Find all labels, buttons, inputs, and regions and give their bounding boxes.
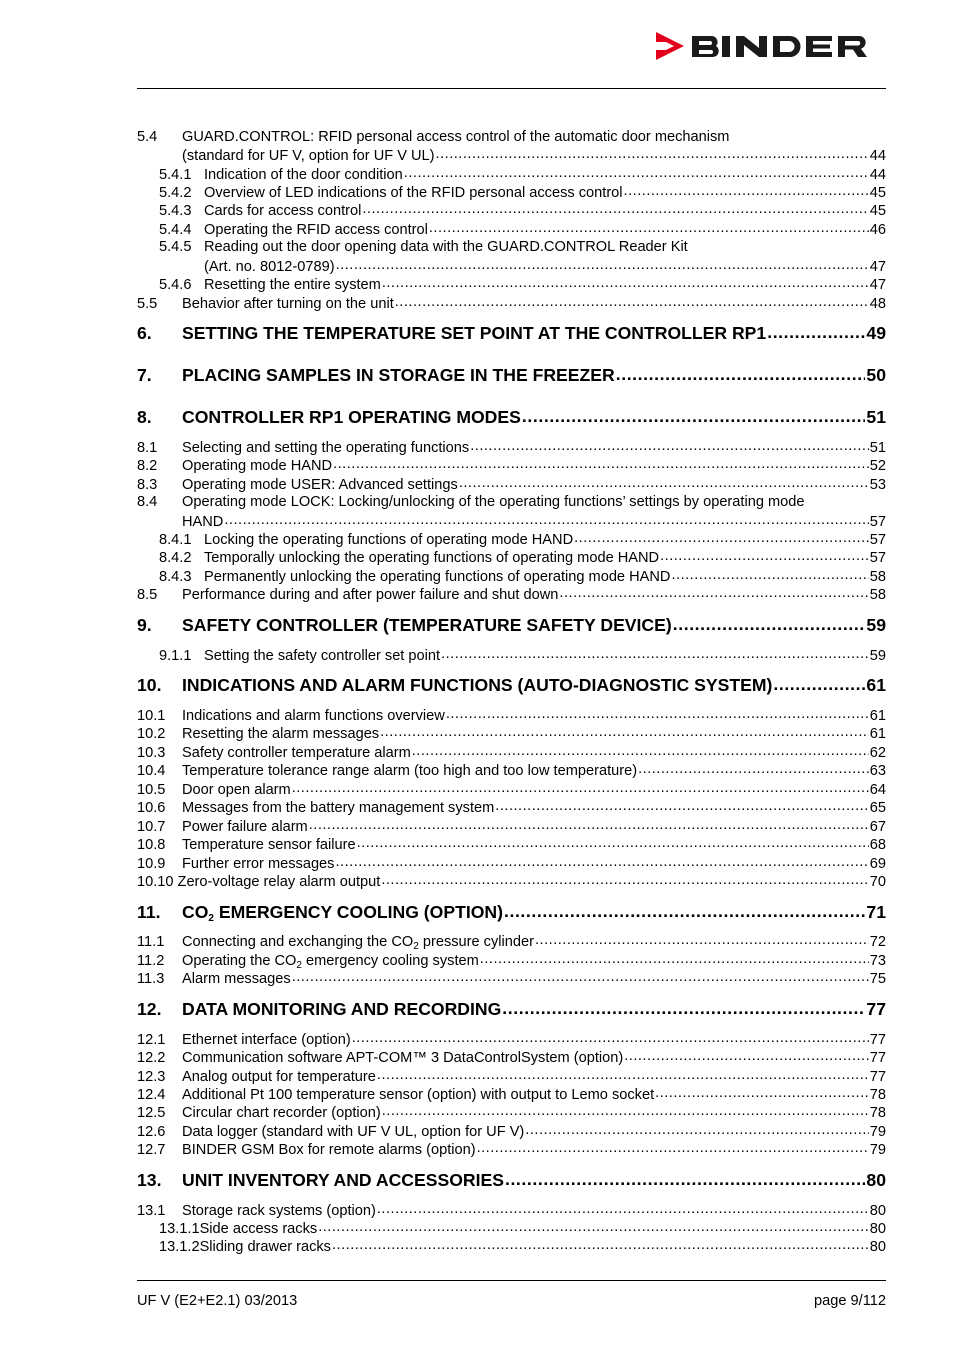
- toc-leader-dots: [318, 1220, 869, 1233]
- toc-chapter-6[interactable]: [137, 323, 886, 343]
- toc-page-number: 63: [869, 763, 886, 779]
- toc-number: 10.10: [137, 874, 174, 890]
- toc-entry-10-6[interactable]: [137, 799, 886, 817]
- toc-number: 8.1: [137, 440, 158, 456]
- toc-title: Reading out the door opening data with the GUARD.CONTROL Reader Kit: [204, 239, 688, 255]
- toc-number: 12.5: [137, 1105, 166, 1121]
- toc-title: CONTROLLER RP1 OPERATING MODES: [182, 407, 521, 427]
- toc-entry-10-1[interactable]: [137, 707, 886, 725]
- toc-number: 8.4.1: [159, 532, 192, 548]
- toc-page-number: 57: [869, 514, 886, 530]
- toc-leader-dots: [502, 1002, 865, 1015]
- toc-leader-dots: [382, 276, 869, 289]
- toc-number: 10.9: [137, 856, 166, 872]
- toc-number: 7.: [137, 365, 152, 385]
- toc-number: 12.6: [137, 1124, 166, 1140]
- toc-leader-dots: [624, 1049, 869, 1062]
- toc-page-number: 77: [869, 1032, 886, 1048]
- toc-leader-dots: [525, 1123, 868, 1136]
- toc-number: 10.5: [137, 782, 166, 798]
- toc-title: Analog output for temperature: [182, 1069, 376, 1085]
- toc-leader-dots: [352, 1031, 869, 1044]
- toc-entry-11-1[interactable]: [137, 933, 886, 951]
- toc-number: 11.2: [137, 953, 165, 969]
- toc-chapter-11[interactable]: [137, 902, 886, 922]
- toc-entry-5-4-1[interactable]: [137, 166, 886, 184]
- toc-number: 5.4.5: [159, 239, 192, 255]
- toc-entry-13-1[interactable]: [137, 1202, 886, 1220]
- toc-title: SETTING THE TEMPERATURE SET POINT AT THE CONTROLLER RP1: [182, 323, 767, 343]
- toc-leader-dots: [505, 1173, 865, 1186]
- toc-leader-dots: [480, 952, 869, 965]
- toc-entry-10-8[interactable]: [137, 836, 886, 854]
- toc-page-number: 67: [869, 819, 886, 835]
- toc-entry-10-3[interactable]: [137, 744, 886, 762]
- toc-title: Selecting and setting the operating functions: [182, 440, 470, 456]
- toc-entry-5-4-6[interactable]: [137, 276, 886, 294]
- toc-page-number: 58: [869, 569, 886, 585]
- toc-leader-dots: [624, 184, 869, 197]
- toc-page-number: 77: [869, 1069, 886, 1085]
- toc-number: 10.4: [137, 763, 166, 779]
- toc-title-part: pressure cylinder: [418, 934, 534, 950]
- toc-page-number: 78: [869, 1087, 886, 1103]
- toc-entry-11-3[interactable]: [137, 970, 886, 988]
- toc-page-number: 61: [869, 708, 886, 724]
- toc-leader-dots: [559, 586, 868, 599]
- toc-page-number: 45: [869, 203, 886, 219]
- toc-leader-dots: [377, 1202, 869, 1215]
- toc-entry-10-4[interactable]: [137, 762, 886, 780]
- toc-title: Cards for access control: [204, 203, 362, 219]
- toc-leader-dots: [522, 410, 866, 423]
- toc-number: 5.4.1: [159, 167, 192, 183]
- toc-page-number: 50: [866, 365, 886, 385]
- toc-title-part: CO: [182, 902, 209, 922]
- toc-number: 12.3: [137, 1069, 166, 1085]
- toc-leader-dots: [616, 368, 866, 381]
- toc-leader-dots: [333, 457, 869, 470]
- toc-entry-8-4-1[interactable]: [137, 531, 886, 549]
- toc-leader-dots: [224, 513, 868, 526]
- toc-number: 9.1.1: [159, 648, 192, 664]
- toc-page-number: 48: [869, 296, 886, 312]
- toc-title: Indication of the door condition: [204, 167, 403, 183]
- toc-number: 6.: [137, 323, 152, 343]
- toc-page-number: 53: [869, 477, 886, 493]
- toc-page-number: 77: [866, 999, 886, 1019]
- toc-number: 11.1: [137, 934, 165, 950]
- toc-page-number: 47: [869, 259, 886, 275]
- toc-title-continued: (standard for UF V, option for UF V UL): [182, 148, 435, 164]
- toc-entry-13-1-1[interactable]: [137, 1220, 886, 1238]
- toc-number: 10.3: [137, 745, 166, 761]
- toc-page-number: 75: [869, 971, 886, 987]
- toc-number: 12.2: [137, 1050, 166, 1066]
- toc-page-number: 45: [869, 185, 886, 201]
- toc-entry-10-9[interactable]: [137, 855, 886, 873]
- toc-title: Overview of LED indications of the RFID personal access control: [204, 185, 623, 201]
- toc-page-number: 80: [866, 1170, 886, 1190]
- toc-number: 10.1: [137, 708, 166, 724]
- toc-page-number: 80: [869, 1221, 886, 1237]
- toc-leader-dots: [436, 147, 869, 160]
- toc-page-number: 57: [869, 550, 886, 566]
- toc-title: Further error messages: [182, 856, 335, 872]
- toc-page-number: 80: [869, 1239, 886, 1255]
- toc-leader-dots: [309, 818, 869, 831]
- toc-page-number: 73: [869, 953, 886, 969]
- toc-leader-dots: [535, 933, 869, 946]
- toc-title: Operating mode LOCK: Locking/unlocking of the operating functions’ settings by operating mode: [182, 494, 805, 510]
- toc-entry-5-4-line1[interactable]: [137, 129, 729, 146]
- toc-title: Indications and alarm functions overview: [182, 708, 445, 724]
- toc-entry-11-2[interactable]: [137, 952, 886, 970]
- toc-title: Messages from the battery management system: [182, 800, 495, 816]
- footer-page-number: page 9/112: [814, 1293, 886, 1309]
- toc-page-number: 80: [869, 1203, 886, 1219]
- toc-leader-dots: [412, 744, 869, 757]
- toc-page-number: 79: [869, 1124, 886, 1140]
- toc-entry-12-5[interactable]: [137, 1104, 886, 1122]
- toc-chapter-9[interactable]: [137, 615, 886, 635]
- toc-title-subscript: 2: [413, 941, 419, 952]
- toc-title: Door open alarm: [182, 782, 291, 798]
- toc-leader-dots: [638, 762, 869, 775]
- toc-number: 13.: [137, 1170, 162, 1190]
- toc-entry-9-1-1[interactable]: [137, 647, 886, 665]
- toc-entry-5-5[interactable]: [137, 295, 886, 313]
- toc-title: Operating mode USER: Advanced settings: [182, 477, 458, 493]
- toc-entry-12-2[interactable]: [137, 1049, 886, 1067]
- toc-number: 10.: [137, 675, 162, 695]
- toc-title: [182, 902, 503, 922]
- toc-entry-8-2[interactable]: [137, 457, 886, 475]
- toc-number: 12.7: [137, 1142, 166, 1158]
- toc-title-subscript: 2: [296, 960, 302, 971]
- toc-page-number: 61: [866, 675, 886, 695]
- toc-leader-dots: [773, 678, 865, 691]
- toc-title: Temperature sensor failure: [182, 837, 356, 853]
- toc-leader-dots: [459, 476, 869, 489]
- toc-entry-8-1[interactable]: [137, 439, 886, 457]
- toc-entry-5-4-4[interactable]: [137, 221, 886, 239]
- toc-chapter-10[interactable]: [137, 675, 886, 695]
- toc-number: 5.5: [137, 296, 158, 312]
- toc-title: Temperature tolerance range alarm (too high and too low temperature): [182, 763, 638, 779]
- footer-rule: [137, 1280, 886, 1281]
- toc-leader-dots: [574, 531, 869, 544]
- toc-entry-5-4-2[interactable]: [137, 184, 886, 202]
- toc-entry-10-2[interactable]: [137, 725, 886, 743]
- toc-chapter-12[interactable]: [137, 999, 886, 1019]
- toc-title: Behavior after turning on the unit: [182, 296, 394, 312]
- toc-leader-dots: [441, 647, 869, 660]
- toc-number: 5.4.6: [159, 277, 192, 293]
- toc-leader-dots: [495, 799, 868, 812]
- toc-entry-10-7[interactable]: [137, 818, 886, 836]
- toc-number: 5.4.2: [159, 185, 192, 201]
- toc-title: SAFETY CONTROLLER (TEMPERATURE SAFETY DEVICE): [182, 615, 672, 635]
- toc-leader-dots: [655, 1086, 869, 1099]
- toc-page-number: 51: [866, 407, 886, 427]
- toc-page-number: 77: [869, 1050, 886, 1066]
- toc-title: Side access racks: [199, 1221, 318, 1237]
- toc-number: 9.: [137, 615, 152, 635]
- toc-entry-5-4-3[interactable]: [137, 202, 886, 220]
- toc-title: BINDER GSM Box for remote alarms (option): [182, 1142, 476, 1158]
- toc-leader-dots: [362, 202, 868, 215]
- toc-entry-13-1-2[interactable]: [137, 1238, 886, 1256]
- toc-page-number: 79: [869, 1142, 886, 1158]
- toc-page-number: 47: [869, 277, 886, 293]
- toc-number: 8.4.2: [159, 550, 192, 566]
- toc-entry-5-4-5-line2[interactable]: [137, 258, 886, 276]
- toc-number: 5.4.3: [159, 203, 192, 219]
- toc-title: Permanently unlocking the operating functions of operating mode HAND: [204, 569, 671, 585]
- toc-number: 10.7: [137, 819, 166, 835]
- toc-entry-8-3[interactable]: [137, 476, 886, 494]
- toc-number: 8.4.3: [159, 569, 192, 585]
- toc-chapter-7[interactable]: [137, 365, 886, 385]
- footer-document-id: UF V (E2+E2.1) 03/2013: [137, 1293, 298, 1309]
- toc-title: Temporally unlocking the operating functions of operating mode HAND: [204, 550, 660, 566]
- toc-page-number: 72: [869, 934, 886, 950]
- toc-entry-10-10[interactable]: [137, 873, 886, 891]
- toc-number: 12.1: [137, 1032, 166, 1048]
- toc-leader-dots: [395, 295, 869, 308]
- toc-leader-dots: [404, 166, 869, 179]
- toc-title: Operating mode HAND: [182, 458, 333, 474]
- toc-number: 12.4: [137, 1087, 166, 1103]
- toc-leader-dots: [671, 568, 868, 581]
- toc-leader-dots: [660, 549, 869, 562]
- toc-number: 5.4: [137, 129, 158, 145]
- toc-page-number: 44: [869, 167, 886, 183]
- toc-leader-dots: [292, 970, 869, 983]
- toc-leader-dots: [767, 326, 865, 339]
- toc-page-number: 70: [869, 874, 886, 890]
- toc-page-number: 65: [869, 800, 886, 816]
- toc-leader-dots: [446, 707, 869, 720]
- toc-number: 13.1.1: [159, 1221, 200, 1237]
- toc-title: Operating the RFID access control: [204, 222, 428, 238]
- toc-title: Storage rack systems (option): [182, 1203, 376, 1219]
- toc-page-number: 57: [869, 532, 886, 548]
- toc-leader-dots: [357, 836, 869, 849]
- toc-title: Locking the operating functions of operating mode HAND: [204, 532, 574, 548]
- toc-page-number: 58: [869, 587, 886, 603]
- toc-leader-dots: [335, 855, 868, 868]
- toc-title: Resetting the alarm messages: [182, 726, 380, 742]
- toc-title: PLACING SAMPLES IN STORAGE IN THE FREEZER: [182, 365, 615, 385]
- toc-title-part: Operating the CO: [182, 953, 297, 969]
- toc-title-part: emergency cooling system: [301, 953, 479, 969]
- toc-title: Resetting the entire system: [204, 277, 381, 293]
- toc-leader-dots: [477, 1141, 869, 1154]
- toc-title: GUARD.CONTROL: RFID personal access control of the automatic door mechanism: [182, 129, 730, 145]
- toc-entry-8-5[interactable]: [137, 586, 886, 604]
- toc-entry-12-7[interactable]: [137, 1141, 886, 1159]
- toc-number: 10.2: [137, 726, 166, 742]
- toc-page-number: 46: [869, 222, 886, 238]
- toc-leader-dots: [332, 1238, 869, 1251]
- toc-number: 8.3: [137, 477, 158, 493]
- toc-page-number: 61: [869, 726, 886, 742]
- toc-title-part: Connecting and exchanging the CO: [182, 934, 414, 950]
- toc-entry-8-4-3[interactable]: [137, 568, 886, 586]
- toc-number: 5.4.4: [159, 222, 192, 238]
- toc-title: Zero-voltage relay alarm output: [177, 874, 381, 890]
- toc-leader-dots: [673, 618, 866, 631]
- toc-title: DATA MONITORING AND RECORDING: [182, 999, 502, 1019]
- toc-page-number: 59: [869, 648, 886, 664]
- toc-title: Safety controller temperature alarm: [182, 745, 411, 761]
- table-of-contents: [137, 0, 886, 1350]
- toc-entry-12-4[interactable]: [137, 1086, 886, 1104]
- toc-title-continued: (Art. no. 8012-0789): [204, 259, 335, 275]
- toc-page-number: 59: [866, 615, 886, 635]
- toc-leader-dots: [336, 258, 869, 271]
- toc-entry-12-1[interactable]: [137, 1031, 886, 1049]
- toc-entry-5-4-5-line1[interactable]: [159, 239, 688, 256]
- toc-leader-dots: [381, 873, 868, 886]
- toc-entry-8-4-line1[interactable]: [137, 494, 805, 511]
- toc-number: 12.: [137, 999, 162, 1019]
- toc-leader-dots: [429, 221, 869, 234]
- toc-title: Setting the safety controller set point: [204, 648, 441, 664]
- toc-title: UNIT INVENTORY AND ACCESSORIES: [182, 1170, 504, 1190]
- toc-number: 10.8: [137, 837, 166, 853]
- toc-page-number: 44: [869, 148, 886, 164]
- toc-entry-5-4-line2[interactable]: [137, 147, 886, 165]
- toc-number: 10.6: [137, 800, 166, 816]
- toc-title: Circular chart recorder (option): [182, 1105, 381, 1121]
- toc-title: Sliding drawer racks: [199, 1239, 331, 1255]
- toc-title-continued: HAND: [182, 514, 224, 530]
- toc-title: Power failure alarm: [182, 819, 308, 835]
- toc-title: Additional Pt 100 temperature sensor (option) with output to Lemo socket: [182, 1087, 655, 1103]
- toc-number: 8.2: [137, 458, 158, 474]
- toc-page-number: 69: [869, 856, 886, 872]
- toc-page-number: 68: [869, 837, 886, 853]
- toc-number: 11.3: [137, 971, 165, 987]
- toc-chapter-13[interactable]: [137, 1170, 886, 1190]
- toc-page-number: 71: [866, 902, 886, 922]
- toc-leader-dots: [470, 439, 869, 452]
- toc-number: 8.4: [137, 494, 158, 510]
- toc-page-number: 51: [869, 440, 886, 456]
- toc-number: 8.: [137, 407, 152, 427]
- toc-page-number: 62: [869, 745, 886, 761]
- toc-leader-dots: [382, 1104, 869, 1117]
- toc-number: 11.: [137, 902, 161, 922]
- toc-number: 13.1.2: [159, 1239, 200, 1255]
- toc-entry-8-4-2[interactable]: [137, 549, 886, 567]
- toc-title-subscript: 2: [208, 913, 214, 924]
- toc-page-number: 64: [869, 782, 886, 798]
- toc-leader-dots: [504, 905, 865, 918]
- toc-entry-12-6[interactable]: [137, 1123, 886, 1141]
- toc-title: Communication software APT-COM™ 3 DataControlSystem (option): [182, 1050, 624, 1066]
- toc-entry-12-3[interactable]: [137, 1068, 886, 1086]
- toc-title: Data logger (standard with UF V UL, option for UF V): [182, 1124, 525, 1140]
- toc-title: [182, 934, 534, 951]
- toc-number: 13.1: [137, 1203, 166, 1219]
- toc-title: Alarm messages: [182, 971, 291, 987]
- toc-leader-dots: [380, 725, 869, 738]
- toc-number: 8.5: [137, 587, 158, 603]
- toc-leader-dots: [292, 781, 869, 794]
- toc-page-number: 49: [866, 323, 886, 343]
- toc-chapter-8[interactable]: [137, 407, 886, 427]
- toc-title: [182, 953, 479, 970]
- toc-title: INDICATIONS AND ALARM FUNCTIONS (AUTO-DIAGNOSTIC SYSTEM): [182, 675, 773, 695]
- toc-leader-dots: [377, 1068, 869, 1081]
- toc-entry-10-5[interactable]: [137, 781, 886, 799]
- toc-title-part: EMERGENCY COOLING (OPTION): [213, 902, 503, 922]
- toc-title: Performance during and after power failure and shut down: [182, 587, 559, 603]
- toc-page-number: 52: [869, 458, 886, 474]
- toc-entry-8-4-line2[interactable]: [137, 513, 886, 531]
- toc-page-number: 78: [869, 1105, 886, 1121]
- toc-title: Ethernet interface (option): [182, 1032, 351, 1048]
